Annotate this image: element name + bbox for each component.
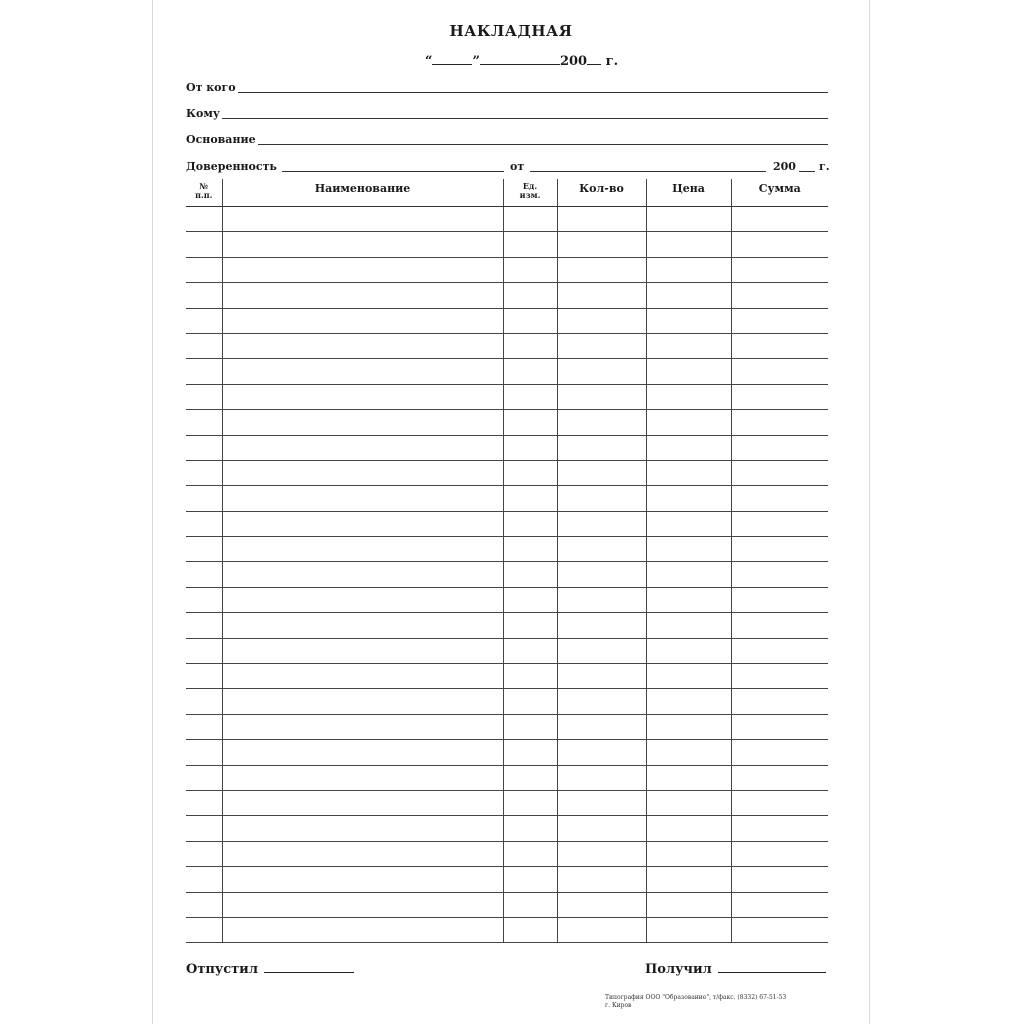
cell-sum[interactable] [731,841,828,866]
cell-unit[interactable] [503,841,557,866]
cell-price[interactable] [646,460,731,485]
printer-line2: г. Киров [605,1002,632,1009]
cell-price[interactable] [646,841,731,866]
col-header-name: Наименование [222,179,503,207]
cell-sum[interactable] [731,435,828,460]
table-row [186,689,828,714]
cell-num[interactable] [186,410,222,435]
cell-name[interactable] [222,892,503,917]
to-label: Кому [186,107,220,120]
cell-price[interactable] [646,740,731,765]
cell-sum[interactable] [731,765,828,790]
cell-unit[interactable] [503,740,557,765]
date-month-blank[interactable] [480,52,560,65]
date-suffix: г. [605,54,619,69]
cell-qty[interactable] [557,714,646,739]
cell-sum[interactable] [731,460,828,485]
document-title: НАКЛАДНАЯ [449,22,573,40]
released-signature-blank[interactable] [264,960,354,973]
cell-unit[interactable] [503,892,557,917]
cell-num[interactable] [186,333,222,358]
proxy-from-label: от [510,160,525,173]
cell-sum[interactable] [731,689,828,714]
col-header-unit [503,179,557,207]
cell-num[interactable] [186,816,222,841]
cell-unit[interactable] [503,816,557,841]
cell-num[interactable] [186,917,222,942]
cell-num[interactable] [186,638,222,663]
cell-name[interactable] [222,410,503,435]
cell-unit[interactable] [503,460,557,485]
cell-num[interactable] [186,511,222,536]
cell-unit[interactable] [503,410,557,435]
cell-sum[interactable] [731,257,828,282]
col-header-price: Цена [646,179,731,207]
cell-price[interactable] [646,537,731,562]
cell-unit[interactable] [503,511,557,536]
cell-unit[interactable] [503,790,557,815]
cell-qty[interactable] [557,511,646,536]
cell-unit[interactable] [503,359,557,384]
cell-price[interactable] [646,613,731,638]
received-label: Получил [645,962,712,977]
cell-name[interactable] [222,359,503,384]
cell-num[interactable] [186,460,222,485]
cell-num[interactable] [186,308,222,333]
from-field[interactable] [186,78,828,94]
cell-price[interactable] [646,892,731,917]
table-row [186,537,828,562]
cell-qty[interactable] [557,765,646,790]
cell-name[interactable] [222,333,503,358]
table-row [186,207,828,232]
cell-name[interactable] [222,486,503,511]
cell-name[interactable] [222,714,503,739]
cell-unit[interactable] [503,232,557,257]
table-row [186,917,828,942]
cell-price[interactable] [646,638,731,663]
cell-qty[interactable] [557,917,646,942]
basis-field[interactable] [186,130,828,146]
proxy-field [186,157,828,173]
cell-name[interactable] [222,790,503,815]
cell-name[interactable] [222,232,503,257]
cell-sum[interactable] [731,714,828,739]
cell-qty[interactable] [557,435,646,460]
cell-price[interactable] [646,867,731,892]
cell-num[interactable] [186,587,222,612]
cell-unit[interactable] [503,562,557,587]
cell-num[interactable] [186,841,222,866]
cell-qty[interactable] [557,333,646,358]
cell-name[interactable] [222,460,503,485]
cell-num[interactable] [186,257,222,282]
from-label: От кого [186,81,236,94]
cell-name[interactable] [222,740,503,765]
cell-qty[interactable] [557,740,646,765]
cell-sum[interactable] [731,638,828,663]
cell-unit[interactable] [503,384,557,409]
col-header-qty: Кол-во [557,179,646,207]
cell-name[interactable] [222,537,503,562]
to-field[interactable] [186,104,828,120]
cell-unit[interactable] [503,689,557,714]
date-close-quote: ” [472,54,480,69]
cell-sum[interactable] [731,867,828,892]
cell-sum[interactable] [731,410,828,435]
cell-price[interactable] [646,917,731,942]
col-header-unit-line1: Ед. [522,181,538,191]
cell-num[interactable] [186,790,222,815]
table-body [186,207,828,943]
cell-price[interactable] [646,410,731,435]
cell-qty[interactable] [557,486,646,511]
cell-price[interactable] [646,790,731,815]
cell-num[interactable] [186,384,222,409]
cell-name[interactable] [222,257,503,282]
cell-num[interactable] [186,486,222,511]
table-row [186,384,828,409]
cell-unit[interactable] [503,537,557,562]
cell-sum[interactable] [731,816,828,841]
table-row [186,587,828,612]
cell-qty[interactable] [557,257,646,282]
cell-num[interactable] [186,892,222,917]
table-row [186,790,828,815]
document-date [425,52,618,69]
cell-qty[interactable] [557,384,646,409]
table-row [186,359,828,384]
cell-name[interactable] [222,689,503,714]
cell-sum[interactable] [731,232,828,257]
cell-name[interactable] [222,562,503,587]
printer-line1: Типография ООО "Образование", т/факс. (8332) 67-51-53 [605,994,787,1001]
cell-name[interactable] [222,587,503,612]
cell-price[interactable] [646,486,731,511]
cell-num[interactable] [186,867,222,892]
proxy-year-suffix: г. [819,160,830,173]
cell-name[interactable] [222,511,503,536]
cell-name[interactable] [222,917,503,942]
cell-price[interactable] [646,232,731,257]
basis-label: Основание [186,133,256,146]
cell-unit[interactable] [503,257,557,282]
cell-price[interactable] [646,587,731,612]
cell-unit[interactable] [503,664,557,689]
cell-name[interactable] [222,867,503,892]
cell-num[interactable] [186,435,222,460]
cell-sum[interactable] [731,308,828,333]
cell-qty[interactable] [557,359,646,384]
released-signature [186,960,354,977]
basis-line [186,144,828,145]
table-row [186,638,828,663]
cell-sum[interactable] [731,511,828,536]
cell-qty[interactable] [557,562,646,587]
cell-name[interactable] [222,664,503,689]
cell-name[interactable] [222,308,503,333]
cell-num[interactable] [186,613,222,638]
col-header-num [186,179,222,207]
cell-qty[interactable] [557,232,646,257]
col-header-sum: Сумма [731,179,828,207]
cell-qty[interactable] [557,587,646,612]
cell-price[interactable] [646,333,731,358]
date-day-blank[interactable] [432,52,472,65]
table-row [186,613,828,638]
cell-name[interactable] [222,283,503,308]
table-row [186,892,828,917]
cell-qty[interactable] [557,638,646,663]
cell-unit[interactable] [503,333,557,358]
cell-num[interactable] [186,714,222,739]
cell-sum[interactable] [731,587,828,612]
cell-qty[interactable] [557,308,646,333]
table-row [186,511,828,536]
from-line [186,92,828,93]
cell-price[interactable] [646,562,731,587]
cell-num[interactable] [186,537,222,562]
cell-unit[interactable] [503,714,557,739]
cell-price[interactable] [646,765,731,790]
date-year: 200 [559,54,588,69]
cell-sum[interactable] [731,384,828,409]
cell-name[interactable] [222,207,503,232]
cell-sum[interactable] [731,562,828,587]
cell-qty[interactable] [557,283,646,308]
table-row [186,283,828,308]
cell-qty[interactable] [557,613,646,638]
cell-unit[interactable] [503,207,557,232]
proxy-number-blank[interactable] [282,171,504,172]
cell-name[interactable] [222,765,503,790]
cell-unit[interactable] [503,308,557,333]
cell-num[interactable] [186,359,222,384]
cell-num[interactable] [186,765,222,790]
cell-num[interactable] [186,283,222,308]
table-row [186,308,828,333]
received-signature [645,960,826,977]
table-row [186,867,828,892]
cell-qty[interactable] [557,867,646,892]
cell-sum[interactable] [731,359,828,384]
table-row [186,435,828,460]
cell-sum[interactable] [731,740,828,765]
table-row [186,562,828,587]
table-row [186,460,828,485]
table-row [186,664,828,689]
cell-qty[interactable] [557,537,646,562]
cell-qty[interactable] [557,790,646,815]
cell-qty[interactable] [557,816,646,841]
cell-unit[interactable] [503,638,557,663]
cell-qty[interactable] [557,460,646,485]
cell-unit[interactable] [503,917,557,942]
col-header-num-line1: № [199,181,209,191]
cell-price[interactable] [646,435,731,460]
cell-qty[interactable] [557,664,646,689]
cell-name[interactable] [222,613,503,638]
cell-qty[interactable] [557,207,646,232]
proxy-year-blank[interactable] [799,171,815,172]
invoice-form [152,0,870,1024]
released-label: Отпустил [186,962,258,977]
col-header-unit-line2: изм. [519,190,541,200]
to-line [186,118,828,119]
cell-unit[interactable] [503,587,557,612]
cell-unit[interactable] [503,613,557,638]
cell-sum[interactable] [731,613,828,638]
cell-price[interactable] [646,714,731,739]
received-signature-blank[interactable] [718,960,826,973]
cell-qty[interactable] [557,892,646,917]
proxy-label: Доверенность [186,160,277,173]
cell-name[interactable] [222,816,503,841]
cell-price[interactable] [646,283,731,308]
cell-unit[interactable] [503,283,557,308]
items-table [186,179,828,943]
date-year-blank[interactable] [587,52,601,65]
table-row [186,232,828,257]
cell-price[interactable] [646,816,731,841]
cell-num[interactable] [186,740,222,765]
cell-name[interactable] [222,384,503,409]
cell-price[interactable] [646,359,731,384]
proxy-year: 200 [773,160,796,173]
cell-price[interactable] [646,689,731,714]
cell-name[interactable] [222,638,503,663]
cell-num[interactable] [186,207,222,232]
cell-price[interactable] [646,511,731,536]
table-row [186,257,828,282]
cell-qty[interactable] [557,689,646,714]
cell-num[interactable] [186,562,222,587]
cell-qty[interactable] [557,410,646,435]
cell-num[interactable] [186,232,222,257]
cell-unit[interactable] [503,765,557,790]
table-row [186,486,828,511]
cell-sum[interactable] [731,892,828,917]
cell-num[interactable] [186,689,222,714]
cell-price[interactable] [646,257,731,282]
table-row [186,816,828,841]
cell-name[interactable] [222,435,503,460]
table-row [186,714,828,739]
cell-sum[interactable] [731,333,828,358]
cell-unit[interactable] [503,867,557,892]
cell-price[interactable] [646,384,731,409]
table-row [186,333,828,358]
table-header-row [186,179,828,207]
cell-sum[interactable] [731,207,828,232]
cell-sum[interactable] [731,790,828,815]
cell-price[interactable] [646,207,731,232]
table-row [186,841,828,866]
col-header-num-line2: п.п. [195,190,213,200]
table-row [186,740,828,765]
cell-unit[interactable] [503,486,557,511]
cell-num[interactable] [186,664,222,689]
cell-unit[interactable] [503,435,557,460]
cell-sum[interactable] [731,537,828,562]
cell-price[interactable] [646,308,731,333]
printer-imprint [605,994,845,1010]
table-row [186,410,828,435]
cell-sum[interactable] [731,664,828,689]
cell-sum[interactable] [731,283,828,308]
cell-sum[interactable] [731,486,828,511]
proxy-date-blank[interactable] [530,171,766,172]
cell-name[interactable] [222,841,503,866]
table-row [186,765,828,790]
date-open-quote: “ [425,54,433,69]
cell-sum[interactable] [731,917,828,942]
cell-price[interactable] [646,664,731,689]
cell-qty[interactable] [557,841,646,866]
